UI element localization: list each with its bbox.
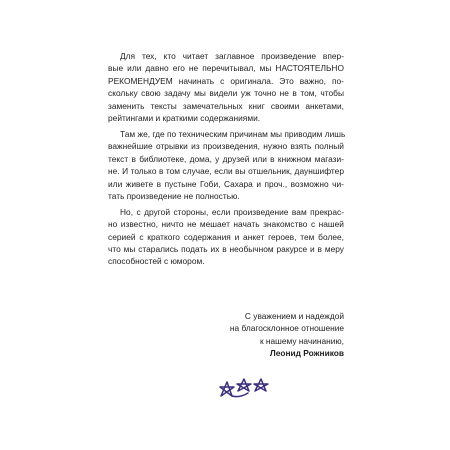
text-line: рейтингами и краткими содержаниями. xyxy=(108,112,261,123)
closing-block xyxy=(150,310,344,360)
text-line: или живете в пустыне Гоби, Сахара и проч., возможно чи- xyxy=(108,178,344,189)
text-line: тать произведение не полностью. xyxy=(108,190,240,201)
paragraph-3 xyxy=(108,206,344,268)
text-line: РЕКОМЕНДУЕМ начинать с оригинала. Это важно, по- xyxy=(108,75,344,86)
closing-line: к нашему начинанию, xyxy=(259,335,344,346)
text-line: важнейшие отрывки из произведения, нужно взять полный xyxy=(108,141,344,152)
signature-star-3 xyxy=(254,379,268,391)
text-line: что мы старались подать их в необычном ракурсе и в меру xyxy=(108,244,344,255)
closing-line: на благосклонное отношение xyxy=(229,323,344,334)
body-text xyxy=(108,50,344,271)
text-line: серией с краткого содержания и анкет героев, тем более, xyxy=(108,231,344,242)
signature-star-1 xyxy=(220,382,234,396)
text-line: заменить тексты замечательных книг своими анкетами, xyxy=(108,100,344,111)
closing-line: С уважением и надеждой xyxy=(244,311,344,321)
signature-flourish xyxy=(232,393,248,397)
author-name: Леонид Рожников xyxy=(269,348,344,359)
paragraph-2 xyxy=(108,128,344,202)
signature-star-2 xyxy=(237,379,251,391)
paragraph-1 xyxy=(108,50,344,124)
text-line: скольку свою задачу мы видели уж точно не в том, чтобы xyxy=(108,88,344,99)
stars-signature-icon xyxy=(218,376,272,400)
text-line: Для тех, кто читает заглавное произведение впер- xyxy=(120,51,344,61)
text-line: текст в библиотеке, дома, у друзей или в книжном магази- xyxy=(108,153,344,164)
text-line: Там же, где по техническим причинам мы приводим лишь xyxy=(120,128,346,139)
text-line: не. И только в том случае, если вы отшельник, дауншифтер xyxy=(108,166,344,177)
text-line: но известно, ничто не мешает начать знакомство с нашей xyxy=(108,219,344,230)
text-line: вые или давно его не перечитывал, мы НАСТОЯТЕЛЬНО xyxy=(108,63,344,74)
text-line: способностей с юмором. xyxy=(108,256,205,267)
text-line: Но, с другой стороны, если произведение вам прекрас- xyxy=(120,206,344,217)
